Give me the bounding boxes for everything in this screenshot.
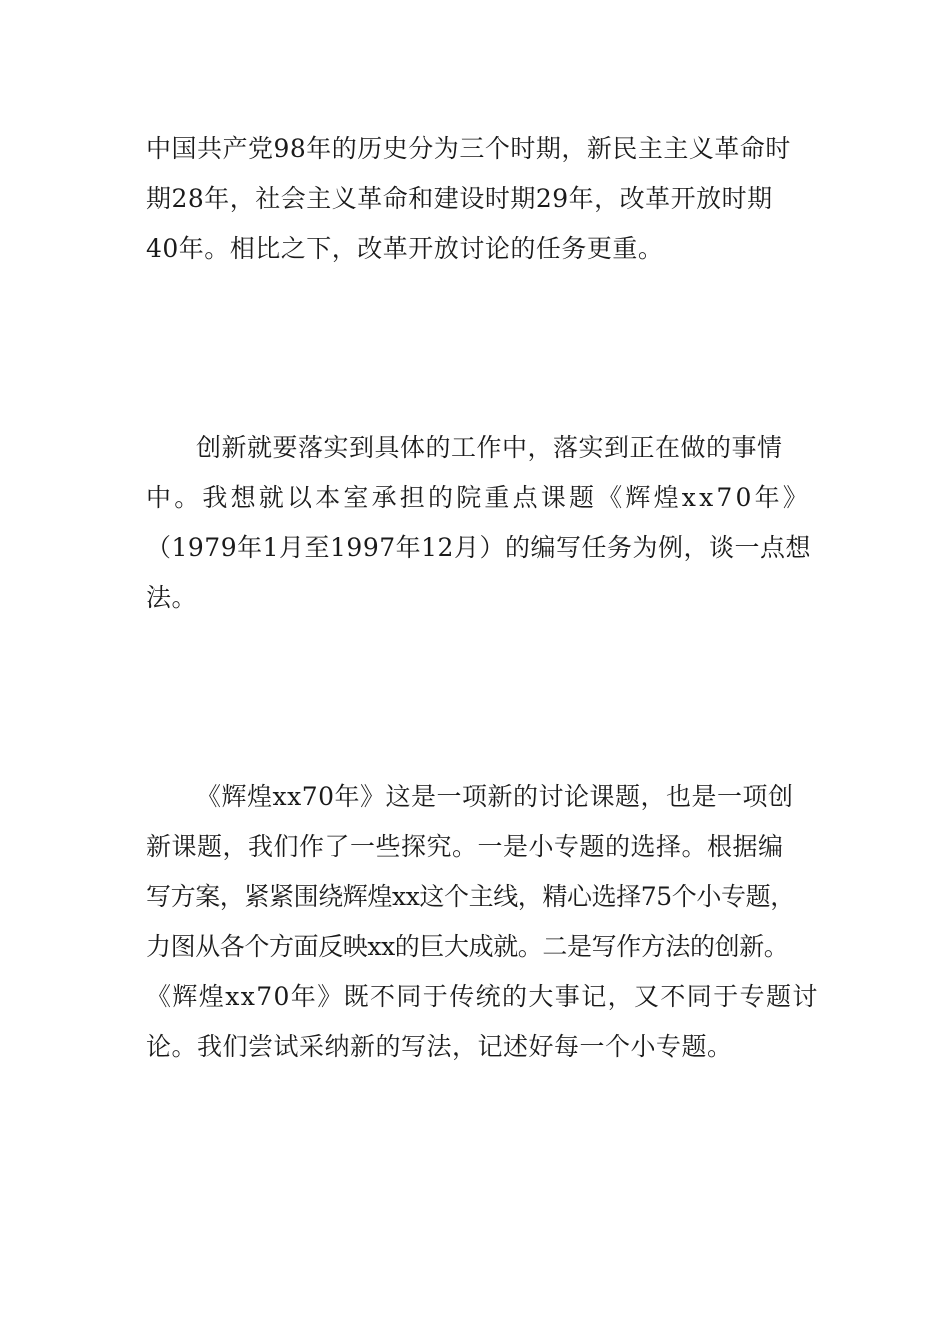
paragraph-line: 《辉煌xx70年》既不同于传统的大事记，又不同于专题讨 [146, 982, 819, 1011]
paragraph-line: 《辉煌xx70年》这是一项新的讨论课题，也是一项创 [196, 782, 794, 811]
paragraph-line: 创新就要落实到具体的工作中，落实到正在做的事情 [196, 433, 783, 462]
paragraph-line: 论。我们尝试采纳新的写法，记述好每一个小专题。 [146, 1032, 733, 1061]
paragraph-line: （1979年1月至1997年12月）的编写任务为例，谈一点想 [146, 533, 811, 562]
paragraph-line: 法。 [146, 583, 198, 612]
paragraph-line: 新课题，我们作了一些探究。一是小专题的选择。根据编 [146, 832, 784, 861]
paragraph-line: 期28年，社会主义革命和建设时期29年，改革开放时期 [146, 184, 773, 213]
paragraph-line: 写方案，紧紧围绕辉煌xx这个主线，精心选择75个小专题， [146, 882, 795, 911]
paragraph-line: 中国共产党98年的历史分为三个时期，新民主主义革命时 [146, 134, 791, 163]
paragraph-line: 中。我想就以本室承担的院重点课题《辉煌xx70年》 [146, 483, 812, 512]
paragraph-line: 力图从各个方面反映xx的巨大成就。二是写作方法的创新。 [146, 932, 789, 961]
paragraph-line: 40年。相比之下，改革开放讨论的任务更重。 [146, 234, 664, 263]
